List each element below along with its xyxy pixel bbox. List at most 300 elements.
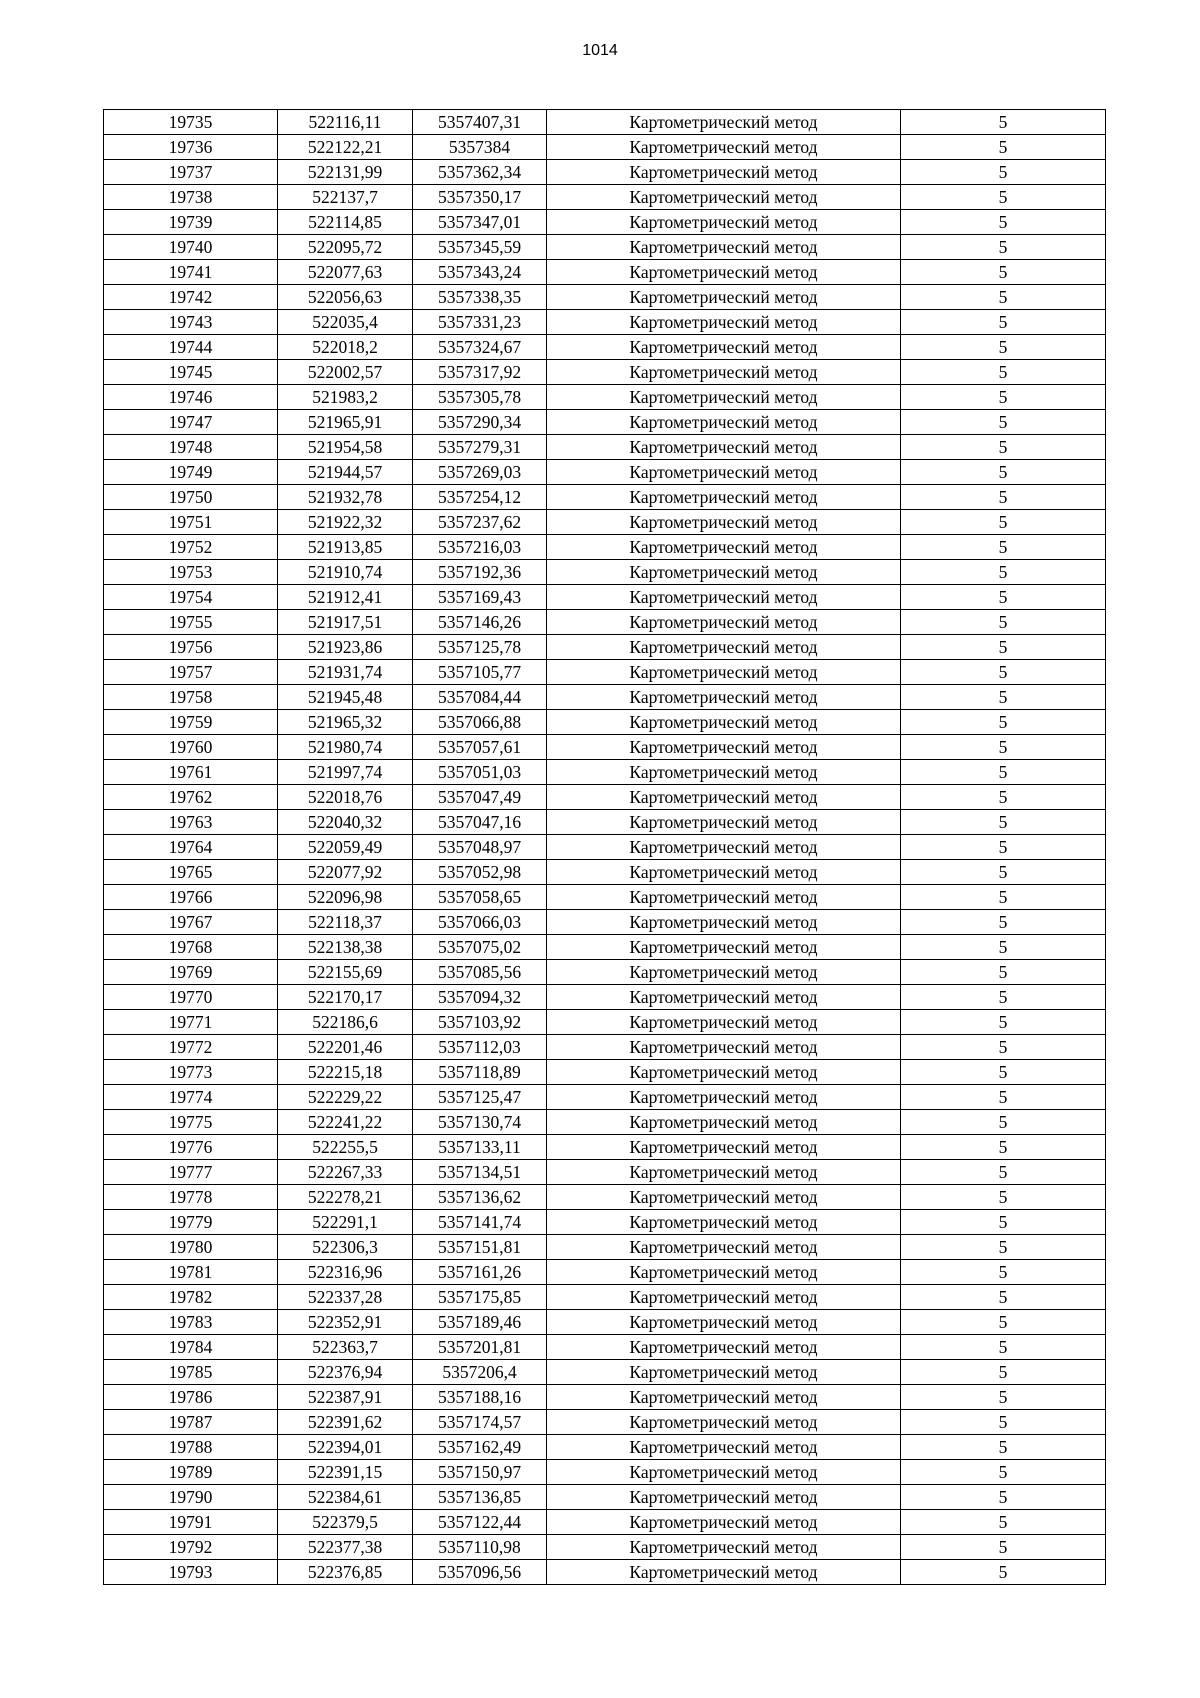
table-row bbox=[104, 685, 1106, 710]
point-number-cell: 19745 bbox=[104, 360, 278, 385]
coordinates-table bbox=[103, 109, 1106, 1585]
table-row bbox=[104, 385, 1106, 410]
x-coordinate-cell: 522114,85 bbox=[278, 210, 413, 235]
y-coordinate-cell: 5357216,03 bbox=[413, 535, 547, 560]
method-cell: Картометрический метод bbox=[547, 935, 901, 960]
x-coordinate-cell: 522018,76 bbox=[278, 785, 413, 810]
table-row bbox=[104, 660, 1106, 685]
x-coordinate-cell: 522278,21 bbox=[278, 1185, 413, 1210]
y-coordinate-cell: 5357350,17 bbox=[413, 185, 547, 210]
point-number-cell: 19755 bbox=[104, 610, 278, 635]
x-coordinate-cell: 522077,92 bbox=[278, 860, 413, 885]
y-coordinate-cell: 5357169,43 bbox=[413, 585, 547, 610]
point-number-cell: 19783 bbox=[104, 1310, 278, 1335]
y-coordinate-cell: 5357057,61 bbox=[413, 735, 547, 760]
table-row bbox=[104, 560, 1106, 585]
method-cell: Картометрический метод bbox=[547, 410, 901, 435]
point-number-cell: 19782 bbox=[104, 1285, 278, 1310]
point-number-cell: 19748 bbox=[104, 435, 278, 460]
y-coordinate-cell: 5357189,46 bbox=[413, 1310, 547, 1335]
y-coordinate-cell: 5357384 bbox=[413, 135, 547, 160]
y-coordinate-cell: 5357052,98 bbox=[413, 860, 547, 885]
y-coordinate-cell: 5357407,31 bbox=[413, 110, 547, 135]
point-number-cell: 19762 bbox=[104, 785, 278, 810]
y-coordinate-cell: 5357146,26 bbox=[413, 610, 547, 635]
table-row bbox=[104, 1360, 1106, 1385]
point-number-cell: 19768 bbox=[104, 935, 278, 960]
accuracy-cell: 5 bbox=[901, 560, 1106, 585]
table-row bbox=[104, 910, 1106, 935]
method-cell: Картометрический метод bbox=[547, 1385, 901, 1410]
table-row bbox=[104, 735, 1106, 760]
table-row bbox=[104, 235, 1106, 260]
accuracy-cell: 5 bbox=[901, 910, 1106, 935]
x-coordinate-cell: 522241,22 bbox=[278, 1110, 413, 1135]
accuracy-cell: 5 bbox=[901, 535, 1106, 560]
x-coordinate-cell: 521944,57 bbox=[278, 460, 413, 485]
method-cell: Картометрический метод bbox=[547, 1135, 901, 1160]
table-row bbox=[104, 710, 1106, 735]
point-number-cell: 19758 bbox=[104, 685, 278, 710]
point-number-cell: 19746 bbox=[104, 385, 278, 410]
accuracy-cell: 5 bbox=[901, 785, 1106, 810]
accuracy-cell: 5 bbox=[901, 810, 1106, 835]
x-coordinate-cell: 522267,33 bbox=[278, 1160, 413, 1185]
x-coordinate-cell: 522002,57 bbox=[278, 360, 413, 385]
y-coordinate-cell: 5357094,32 bbox=[413, 985, 547, 1010]
table-row bbox=[104, 1235, 1106, 1260]
x-coordinate-cell: 522138,38 bbox=[278, 935, 413, 960]
method-cell: Картометрический метод bbox=[547, 1260, 901, 1285]
table-row bbox=[104, 1135, 1106, 1160]
point-number-cell: 19752 bbox=[104, 535, 278, 560]
y-coordinate-cell: 5357122,44 bbox=[413, 1510, 547, 1535]
table-row bbox=[104, 1435, 1106, 1460]
x-coordinate-cell: 522394,01 bbox=[278, 1435, 413, 1460]
y-coordinate-cell: 5357103,92 bbox=[413, 1010, 547, 1035]
accuracy-cell: 5 bbox=[901, 1235, 1106, 1260]
method-cell: Картометрический метод bbox=[547, 510, 901, 535]
table-row bbox=[104, 1060, 1106, 1085]
y-coordinate-cell: 5357237,62 bbox=[413, 510, 547, 535]
accuracy-cell: 5 bbox=[901, 1485, 1106, 1510]
accuracy-cell: 5 bbox=[901, 235, 1106, 260]
x-coordinate-cell: 522116,11 bbox=[278, 110, 413, 135]
accuracy-cell: 5 bbox=[901, 110, 1106, 135]
accuracy-cell: 5 bbox=[901, 510, 1106, 535]
x-coordinate-cell: 521965,91 bbox=[278, 410, 413, 435]
coordinates-table-body bbox=[104, 110, 1106, 1585]
point-number-cell: 19780 bbox=[104, 1235, 278, 1260]
y-coordinate-cell: 5357125,47 bbox=[413, 1085, 547, 1110]
page-number: 1014 bbox=[582, 42, 618, 59]
accuracy-cell: 5 bbox=[901, 635, 1106, 660]
table-row bbox=[104, 310, 1106, 335]
method-cell: Картометрический метод bbox=[547, 1335, 901, 1360]
method-cell: Картометрический метод bbox=[547, 1110, 901, 1135]
table-row bbox=[104, 1385, 1106, 1410]
method-cell: Картометрический метод bbox=[547, 1185, 901, 1210]
x-coordinate-cell: 522377,38 bbox=[278, 1535, 413, 1560]
x-coordinate-cell: 522384,61 bbox=[278, 1485, 413, 1510]
point-number-cell: 19754 bbox=[104, 585, 278, 610]
table-row bbox=[104, 1185, 1106, 1210]
accuracy-cell: 5 bbox=[901, 1210, 1106, 1235]
x-coordinate-cell: 522376,85 bbox=[278, 1560, 413, 1585]
x-coordinate-cell: 521922,32 bbox=[278, 510, 413, 535]
accuracy-cell: 5 bbox=[901, 710, 1106, 735]
point-number-cell: 19760 bbox=[104, 735, 278, 760]
y-coordinate-cell: 5357175,85 bbox=[413, 1285, 547, 1310]
y-coordinate-cell: 5357290,34 bbox=[413, 410, 547, 435]
method-cell: Картометрический метод bbox=[547, 460, 901, 485]
accuracy-cell: 5 bbox=[901, 1285, 1106, 1310]
method-cell: Картометрический метод bbox=[547, 1210, 901, 1235]
x-coordinate-cell: 522122,21 bbox=[278, 135, 413, 160]
y-coordinate-cell: 5357110,98 bbox=[413, 1535, 547, 1560]
x-coordinate-cell: 521945,48 bbox=[278, 685, 413, 710]
method-cell: Картометрический метод bbox=[547, 785, 901, 810]
point-number-cell: 19736 bbox=[104, 135, 278, 160]
method-cell: Картометрический метод bbox=[547, 235, 901, 260]
accuracy-cell: 5 bbox=[901, 1035, 1106, 1060]
table-row bbox=[104, 210, 1106, 235]
method-cell: Картометрический метод bbox=[547, 610, 901, 635]
point-number-cell: 19740 bbox=[104, 235, 278, 260]
table-row bbox=[104, 1485, 1106, 1510]
table-row bbox=[104, 585, 1106, 610]
point-number-cell: 19771 bbox=[104, 1010, 278, 1035]
accuracy-cell: 5 bbox=[901, 160, 1106, 185]
table-row bbox=[104, 635, 1106, 660]
x-coordinate-cell: 522018,2 bbox=[278, 335, 413, 360]
table-row bbox=[104, 835, 1106, 860]
table-row bbox=[104, 1035, 1106, 1060]
point-number-cell: 19756 bbox=[104, 635, 278, 660]
accuracy-cell: 5 bbox=[901, 135, 1106, 160]
x-coordinate-cell: 522387,91 bbox=[278, 1385, 413, 1410]
point-number-cell: 19766 bbox=[104, 885, 278, 910]
y-coordinate-cell: 5357305,78 bbox=[413, 385, 547, 410]
method-cell: Картометрический метод bbox=[547, 1560, 901, 1585]
y-coordinate-cell: 5357058,65 bbox=[413, 885, 547, 910]
table-row bbox=[104, 485, 1106, 510]
point-number-cell: 19775 bbox=[104, 1110, 278, 1135]
point-number-cell: 19791 bbox=[104, 1510, 278, 1535]
x-coordinate-cell: 522379,5 bbox=[278, 1510, 413, 1535]
point-number-cell: 19761 bbox=[104, 760, 278, 785]
accuracy-cell: 5 bbox=[901, 1460, 1106, 1485]
method-cell: Картометрический метод bbox=[547, 535, 901, 560]
accuracy-cell: 5 bbox=[901, 310, 1106, 335]
accuracy-cell: 5 bbox=[901, 1160, 1106, 1185]
accuracy-cell: 5 bbox=[901, 835, 1106, 860]
point-number-cell: 19779 bbox=[104, 1210, 278, 1235]
point-number-cell: 19786 bbox=[104, 1385, 278, 1410]
y-coordinate-cell: 5357047,16 bbox=[413, 810, 547, 835]
point-number-cell: 19792 bbox=[104, 1535, 278, 1560]
table-row bbox=[104, 985, 1106, 1010]
table-row bbox=[104, 360, 1106, 385]
y-coordinate-cell: 5357048,97 bbox=[413, 835, 547, 860]
accuracy-cell: 5 bbox=[901, 1510, 1106, 1535]
point-number-cell: 19767 bbox=[104, 910, 278, 935]
table-row bbox=[104, 1085, 1106, 1110]
method-cell: Картометрический метод bbox=[547, 1285, 901, 1310]
y-coordinate-cell: 5357125,78 bbox=[413, 635, 547, 660]
table-row bbox=[104, 1285, 1106, 1310]
accuracy-cell: 5 bbox=[901, 1135, 1106, 1160]
point-number-cell: 19750 bbox=[104, 485, 278, 510]
method-cell: Картометрический метод bbox=[547, 1310, 901, 1335]
accuracy-cell: 5 bbox=[901, 385, 1106, 410]
method-cell: Картометрический метод bbox=[547, 135, 901, 160]
accuracy-cell: 5 bbox=[901, 335, 1106, 360]
x-coordinate-cell: 522391,62 bbox=[278, 1410, 413, 1435]
accuracy-cell: 5 bbox=[901, 860, 1106, 885]
x-coordinate-cell: 521912,41 bbox=[278, 585, 413, 610]
point-number-cell: 19774 bbox=[104, 1085, 278, 1110]
method-cell: Картометрический метод bbox=[547, 385, 901, 410]
point-number-cell: 19757 bbox=[104, 660, 278, 685]
x-coordinate-cell: 522306,3 bbox=[278, 1235, 413, 1260]
table-row bbox=[104, 285, 1106, 310]
point-number-cell: 19749 bbox=[104, 460, 278, 485]
point-number-cell: 19747 bbox=[104, 410, 278, 435]
table-row bbox=[104, 1410, 1106, 1435]
x-coordinate-cell: 522363,7 bbox=[278, 1335, 413, 1360]
y-coordinate-cell: 5357201,81 bbox=[413, 1335, 547, 1360]
table-row bbox=[104, 810, 1106, 835]
x-coordinate-cell: 522056,63 bbox=[278, 285, 413, 310]
accuracy-cell: 5 bbox=[901, 1185, 1106, 1210]
x-coordinate-cell: 522186,6 bbox=[278, 1010, 413, 1035]
point-number-cell: 19777 bbox=[104, 1160, 278, 1185]
point-number-cell: 19753 bbox=[104, 560, 278, 585]
accuracy-cell: 5 bbox=[901, 410, 1106, 435]
table-row bbox=[104, 860, 1106, 885]
accuracy-cell: 5 bbox=[901, 1385, 1106, 1410]
method-cell: Картометрический метод bbox=[547, 1035, 901, 1060]
accuracy-cell: 5 bbox=[901, 760, 1106, 785]
point-number-cell: 19741 bbox=[104, 260, 278, 285]
method-cell: Картометрический метод bbox=[547, 360, 901, 385]
y-coordinate-cell: 5357066,03 bbox=[413, 910, 547, 935]
y-coordinate-cell: 5357118,89 bbox=[413, 1060, 547, 1085]
x-coordinate-cell: 522035,4 bbox=[278, 310, 413, 335]
accuracy-cell: 5 bbox=[901, 1360, 1106, 1385]
point-number-cell: 19751 bbox=[104, 510, 278, 535]
point-number-cell: 19769 bbox=[104, 960, 278, 985]
y-coordinate-cell: 5357345,59 bbox=[413, 235, 547, 260]
method-cell: Картометрический метод bbox=[547, 335, 901, 360]
method-cell: Картометрический метод bbox=[547, 160, 901, 185]
method-cell: Картометрический метод bbox=[547, 185, 901, 210]
y-coordinate-cell: 5357136,85 bbox=[413, 1485, 547, 1510]
accuracy-cell: 5 bbox=[901, 360, 1106, 385]
y-coordinate-cell: 5357343,24 bbox=[413, 260, 547, 285]
method-cell: Картометрический метод bbox=[547, 835, 901, 860]
point-number-cell: 19764 bbox=[104, 835, 278, 860]
accuracy-cell: 5 bbox=[901, 885, 1106, 910]
y-coordinate-cell: 5357162,49 bbox=[413, 1435, 547, 1460]
y-coordinate-cell: 5357151,81 bbox=[413, 1235, 547, 1260]
x-coordinate-cell: 521980,74 bbox=[278, 735, 413, 760]
accuracy-cell: 5 bbox=[901, 660, 1106, 685]
x-coordinate-cell: 522376,94 bbox=[278, 1360, 413, 1385]
accuracy-cell: 5 bbox=[901, 485, 1106, 510]
table-row bbox=[104, 1210, 1106, 1235]
method-cell: Картометрический метод bbox=[547, 635, 901, 660]
point-number-cell: 19785 bbox=[104, 1360, 278, 1385]
x-coordinate-cell: 522291,1 bbox=[278, 1210, 413, 1235]
table-row bbox=[104, 410, 1106, 435]
point-number-cell: 19759 bbox=[104, 710, 278, 735]
method-cell: Картометрический метод bbox=[547, 1410, 901, 1435]
y-coordinate-cell: 5357338,35 bbox=[413, 285, 547, 310]
y-coordinate-cell: 5357362,34 bbox=[413, 160, 547, 185]
method-cell: Картометрический метод bbox=[547, 260, 901, 285]
table-row bbox=[104, 110, 1106, 135]
method-cell: Картометрический метод bbox=[547, 1485, 901, 1510]
table-row bbox=[104, 535, 1106, 560]
y-coordinate-cell: 5357130,74 bbox=[413, 1110, 547, 1135]
y-coordinate-cell: 5357141,74 bbox=[413, 1210, 547, 1235]
table-row bbox=[104, 935, 1106, 960]
x-coordinate-cell: 522059,49 bbox=[278, 835, 413, 860]
y-coordinate-cell: 5357066,88 bbox=[413, 710, 547, 735]
table-row bbox=[104, 1010, 1106, 1035]
method-cell: Картометрический метод bbox=[547, 810, 901, 835]
x-coordinate-cell: 522077,63 bbox=[278, 260, 413, 285]
accuracy-cell: 5 bbox=[901, 460, 1106, 485]
y-coordinate-cell: 5357134,51 bbox=[413, 1160, 547, 1185]
method-cell: Картометрический метод bbox=[547, 310, 901, 335]
x-coordinate-cell: 521983,2 bbox=[278, 385, 413, 410]
table-row bbox=[104, 885, 1106, 910]
accuracy-cell: 5 bbox=[901, 1310, 1106, 1335]
table-row bbox=[104, 1535, 1106, 1560]
x-coordinate-cell: 522096,98 bbox=[278, 885, 413, 910]
method-cell: Картометрический метод bbox=[547, 1535, 901, 1560]
method-cell: Картометрический метод bbox=[547, 1510, 901, 1535]
x-coordinate-cell: 521910,74 bbox=[278, 560, 413, 585]
method-cell: Картометрический метод bbox=[547, 885, 901, 910]
table-row bbox=[104, 960, 1106, 985]
accuracy-cell: 5 bbox=[901, 1260, 1106, 1285]
accuracy-cell: 5 bbox=[901, 1535, 1106, 1560]
accuracy-cell: 5 bbox=[901, 435, 1106, 460]
y-coordinate-cell: 5357085,56 bbox=[413, 960, 547, 985]
method-cell: Картометрический метод bbox=[547, 1435, 901, 1460]
point-number-cell: 19781 bbox=[104, 1260, 278, 1285]
x-coordinate-cell: 522255,5 bbox=[278, 1135, 413, 1160]
accuracy-cell: 5 bbox=[901, 1410, 1106, 1435]
point-number-cell: 19788 bbox=[104, 1435, 278, 1460]
x-coordinate-cell: 522118,37 bbox=[278, 910, 413, 935]
method-cell: Картометрический метод bbox=[547, 1085, 901, 1110]
table-row bbox=[104, 135, 1106, 160]
table-row bbox=[104, 435, 1106, 460]
x-coordinate-cell: 522040,32 bbox=[278, 810, 413, 835]
x-coordinate-cell: 522391,15 bbox=[278, 1460, 413, 1485]
x-coordinate-cell: 522215,18 bbox=[278, 1060, 413, 1085]
method-cell: Картометрический метод bbox=[547, 710, 901, 735]
point-number-cell: 19739 bbox=[104, 210, 278, 235]
accuracy-cell: 5 bbox=[901, 585, 1106, 610]
method-cell: Картометрический метод bbox=[547, 910, 901, 935]
table-row bbox=[104, 1460, 1106, 1485]
table-row bbox=[104, 1560, 1106, 1585]
accuracy-cell: 5 bbox=[901, 985, 1106, 1010]
table-row bbox=[104, 160, 1106, 185]
point-number-cell: 19787 bbox=[104, 1410, 278, 1435]
point-number-cell: 19789 bbox=[104, 1460, 278, 1485]
x-coordinate-cell: 522095,72 bbox=[278, 235, 413, 260]
x-coordinate-cell: 521913,85 bbox=[278, 535, 413, 560]
table-row bbox=[104, 1335, 1106, 1360]
table-row bbox=[104, 260, 1106, 285]
method-cell: Картометрический метод bbox=[547, 660, 901, 685]
point-number-cell: 19735 bbox=[104, 110, 278, 135]
accuracy-cell: 5 bbox=[901, 285, 1106, 310]
method-cell: Картометрический метод bbox=[547, 1160, 901, 1185]
y-coordinate-cell: 5357150,97 bbox=[413, 1460, 547, 1485]
method-cell: Картометрический метод bbox=[547, 585, 901, 610]
y-coordinate-cell: 5357075,02 bbox=[413, 935, 547, 960]
table-row bbox=[104, 1110, 1106, 1135]
x-coordinate-cell: 522131,99 bbox=[278, 160, 413, 185]
accuracy-cell: 5 bbox=[901, 1435, 1106, 1460]
x-coordinate-cell: 522137,7 bbox=[278, 185, 413, 210]
y-coordinate-cell: 5357105,77 bbox=[413, 660, 547, 685]
method-cell: Картометрический метод bbox=[547, 435, 901, 460]
y-coordinate-cell: 5357269,03 bbox=[413, 460, 547, 485]
method-cell: Картометрический метод bbox=[547, 110, 901, 135]
accuracy-cell: 5 bbox=[901, 735, 1106, 760]
accuracy-cell: 5 bbox=[901, 210, 1106, 235]
point-number-cell: 19773 bbox=[104, 1060, 278, 1085]
accuracy-cell: 5 bbox=[901, 1085, 1106, 1110]
accuracy-cell: 5 bbox=[901, 185, 1106, 210]
method-cell: Картометрический метод bbox=[547, 960, 901, 985]
table-row bbox=[104, 760, 1106, 785]
method-cell: Картометрический метод bbox=[547, 1010, 901, 1035]
point-number-cell: 19743 bbox=[104, 310, 278, 335]
x-coordinate-cell: 521932,78 bbox=[278, 485, 413, 510]
y-coordinate-cell: 5357317,92 bbox=[413, 360, 547, 385]
point-number-cell: 19790 bbox=[104, 1485, 278, 1510]
y-coordinate-cell: 5357347,01 bbox=[413, 210, 547, 235]
y-coordinate-cell: 5357324,67 bbox=[413, 335, 547, 360]
table-row bbox=[104, 785, 1106, 810]
x-coordinate-cell: 522229,22 bbox=[278, 1085, 413, 1110]
method-cell: Картометрический метод bbox=[547, 1060, 901, 1085]
method-cell: Картометрический метод bbox=[547, 560, 901, 585]
table-row bbox=[104, 460, 1106, 485]
x-coordinate-cell: 521917,51 bbox=[278, 610, 413, 635]
method-cell: Картометрический метод bbox=[547, 760, 901, 785]
y-coordinate-cell: 5357279,31 bbox=[413, 435, 547, 460]
table-row bbox=[104, 1510, 1106, 1535]
x-coordinate-cell: 522170,17 bbox=[278, 985, 413, 1010]
method-cell: Картометрический метод bbox=[547, 685, 901, 710]
table-row bbox=[104, 185, 1106, 210]
accuracy-cell: 5 bbox=[901, 260, 1106, 285]
accuracy-cell: 5 bbox=[901, 960, 1106, 985]
table-row bbox=[104, 610, 1106, 635]
point-number-cell: 19763 bbox=[104, 810, 278, 835]
